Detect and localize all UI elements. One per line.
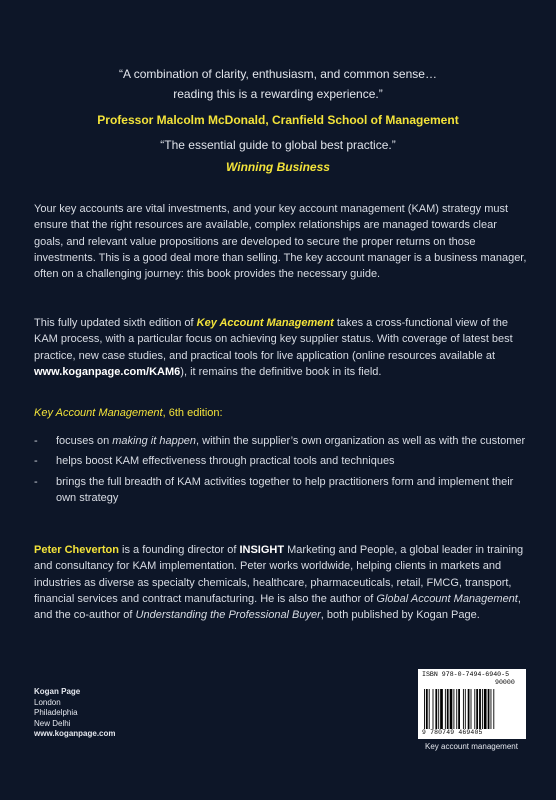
author-bio xyxy=(34,542,528,623)
publisher-city: New Delhi xyxy=(34,718,71,728)
author-name: Peter Cheverton xyxy=(34,544,119,556)
resources-link[interactable]: www.koganpage.com/KAM6 xyxy=(34,365,181,378)
ean-digits: 9 780749 469405 xyxy=(422,729,483,736)
book-2-title: Understanding the Professional Buyer xyxy=(135,609,321,622)
bullet-marker: - xyxy=(34,475,38,488)
price-code: 90000 xyxy=(495,679,515,686)
feature-list xyxy=(34,433,528,510)
company-name: INSIGHT xyxy=(239,544,285,556)
list-intro-text xyxy=(34,405,528,421)
barcode xyxy=(418,669,526,739)
author-bio-text: Peter Cheverton is a founding director of INSIGHT Marketing and People, a global leader in training and consultancy for KAM implementation. Peter works worldwide, helping clients in markets and industries as diverse as specialty chemicals, healthcare, pharmaceuticals, retail, FMCG, transport, financial services and contract manufacturing. He is also the author of Global Account Management, and the co-author of Understanding the Professional Buyer, both published by Kogan Page. xyxy=(34,544,524,622)
quote-1-attribution: Professor Malcolm McDonald, Cranfield School of Management xyxy=(97,113,459,127)
barcode-bars xyxy=(424,689,520,729)
quote-2-line-1: “The essential guide to global best practice.” xyxy=(160,138,396,152)
p2-mid: takes a cross-functional view of the KAM process, with a particular focus on achieving key supplier status. With coverage of latest best practice, new case studies, and practical tools for live application (online resources available at xyxy=(34,317,513,362)
list-intro-rest: , 6th edition: xyxy=(162,407,223,419)
barcode-label: Key account management xyxy=(425,742,518,751)
quote-1-line-1: “A combination of clarity, enthusiasm, and common sense… xyxy=(119,67,437,81)
emphasis: making it happen xyxy=(112,435,197,447)
list-intro-title: Key Account Management xyxy=(34,407,163,419)
quote-1-line-2: reading this is a rewarding experience.” xyxy=(173,87,383,101)
paragraph-1-text: Your key accounts are vital investments, and your key account management (KAM) strategy must ensure that the right resources are available, complex relationships are managed towards clear goals, and relevant value propositions are developed to secure the proper returns on those investments. This is a good deal more than selling. The key account manager is a business manager, often on a challenging journey: this book provides the necessary guide. xyxy=(34,203,527,281)
book-1-title: Global Account Management xyxy=(376,592,518,605)
list-item: - brings the full breadth of KAM activities together to help practitioners form and implement their own strategy xyxy=(34,475,514,504)
description-paragraph-1 xyxy=(34,201,528,282)
publisher-city: London xyxy=(34,697,61,707)
list-intro xyxy=(34,405,528,421)
book-title: Key Account Management xyxy=(196,317,334,329)
quote-2 xyxy=(0,135,556,177)
paragraph-2-text xyxy=(34,315,528,380)
publisher-name: Kogan Page xyxy=(34,687,81,696)
description-paragraph-2 xyxy=(34,315,528,380)
publisher-block xyxy=(34,687,116,740)
publisher-city: Philadelphia xyxy=(34,708,78,717)
p2-post: ), it remains the definitive book in its field. xyxy=(180,365,382,378)
quote-1 xyxy=(0,64,556,130)
quote-2-attribution: Winning Business xyxy=(226,160,330,174)
isbn-text: ISBN 978-0-7494-6940-5 xyxy=(422,671,510,678)
bullet-marker: - xyxy=(34,435,38,447)
list-item: - helps boost KAM effectiveness through practical tools and techniques xyxy=(34,453,528,469)
bullet-marker: - xyxy=(34,455,38,468)
list-item: - focuses on making it happen, within the supplier’s own organization as well as with the customer xyxy=(34,433,528,449)
p2-pre: This fully updated sixth edition of xyxy=(34,317,197,329)
publisher-url[interactable]: www.koganpage.com xyxy=(34,729,116,738)
